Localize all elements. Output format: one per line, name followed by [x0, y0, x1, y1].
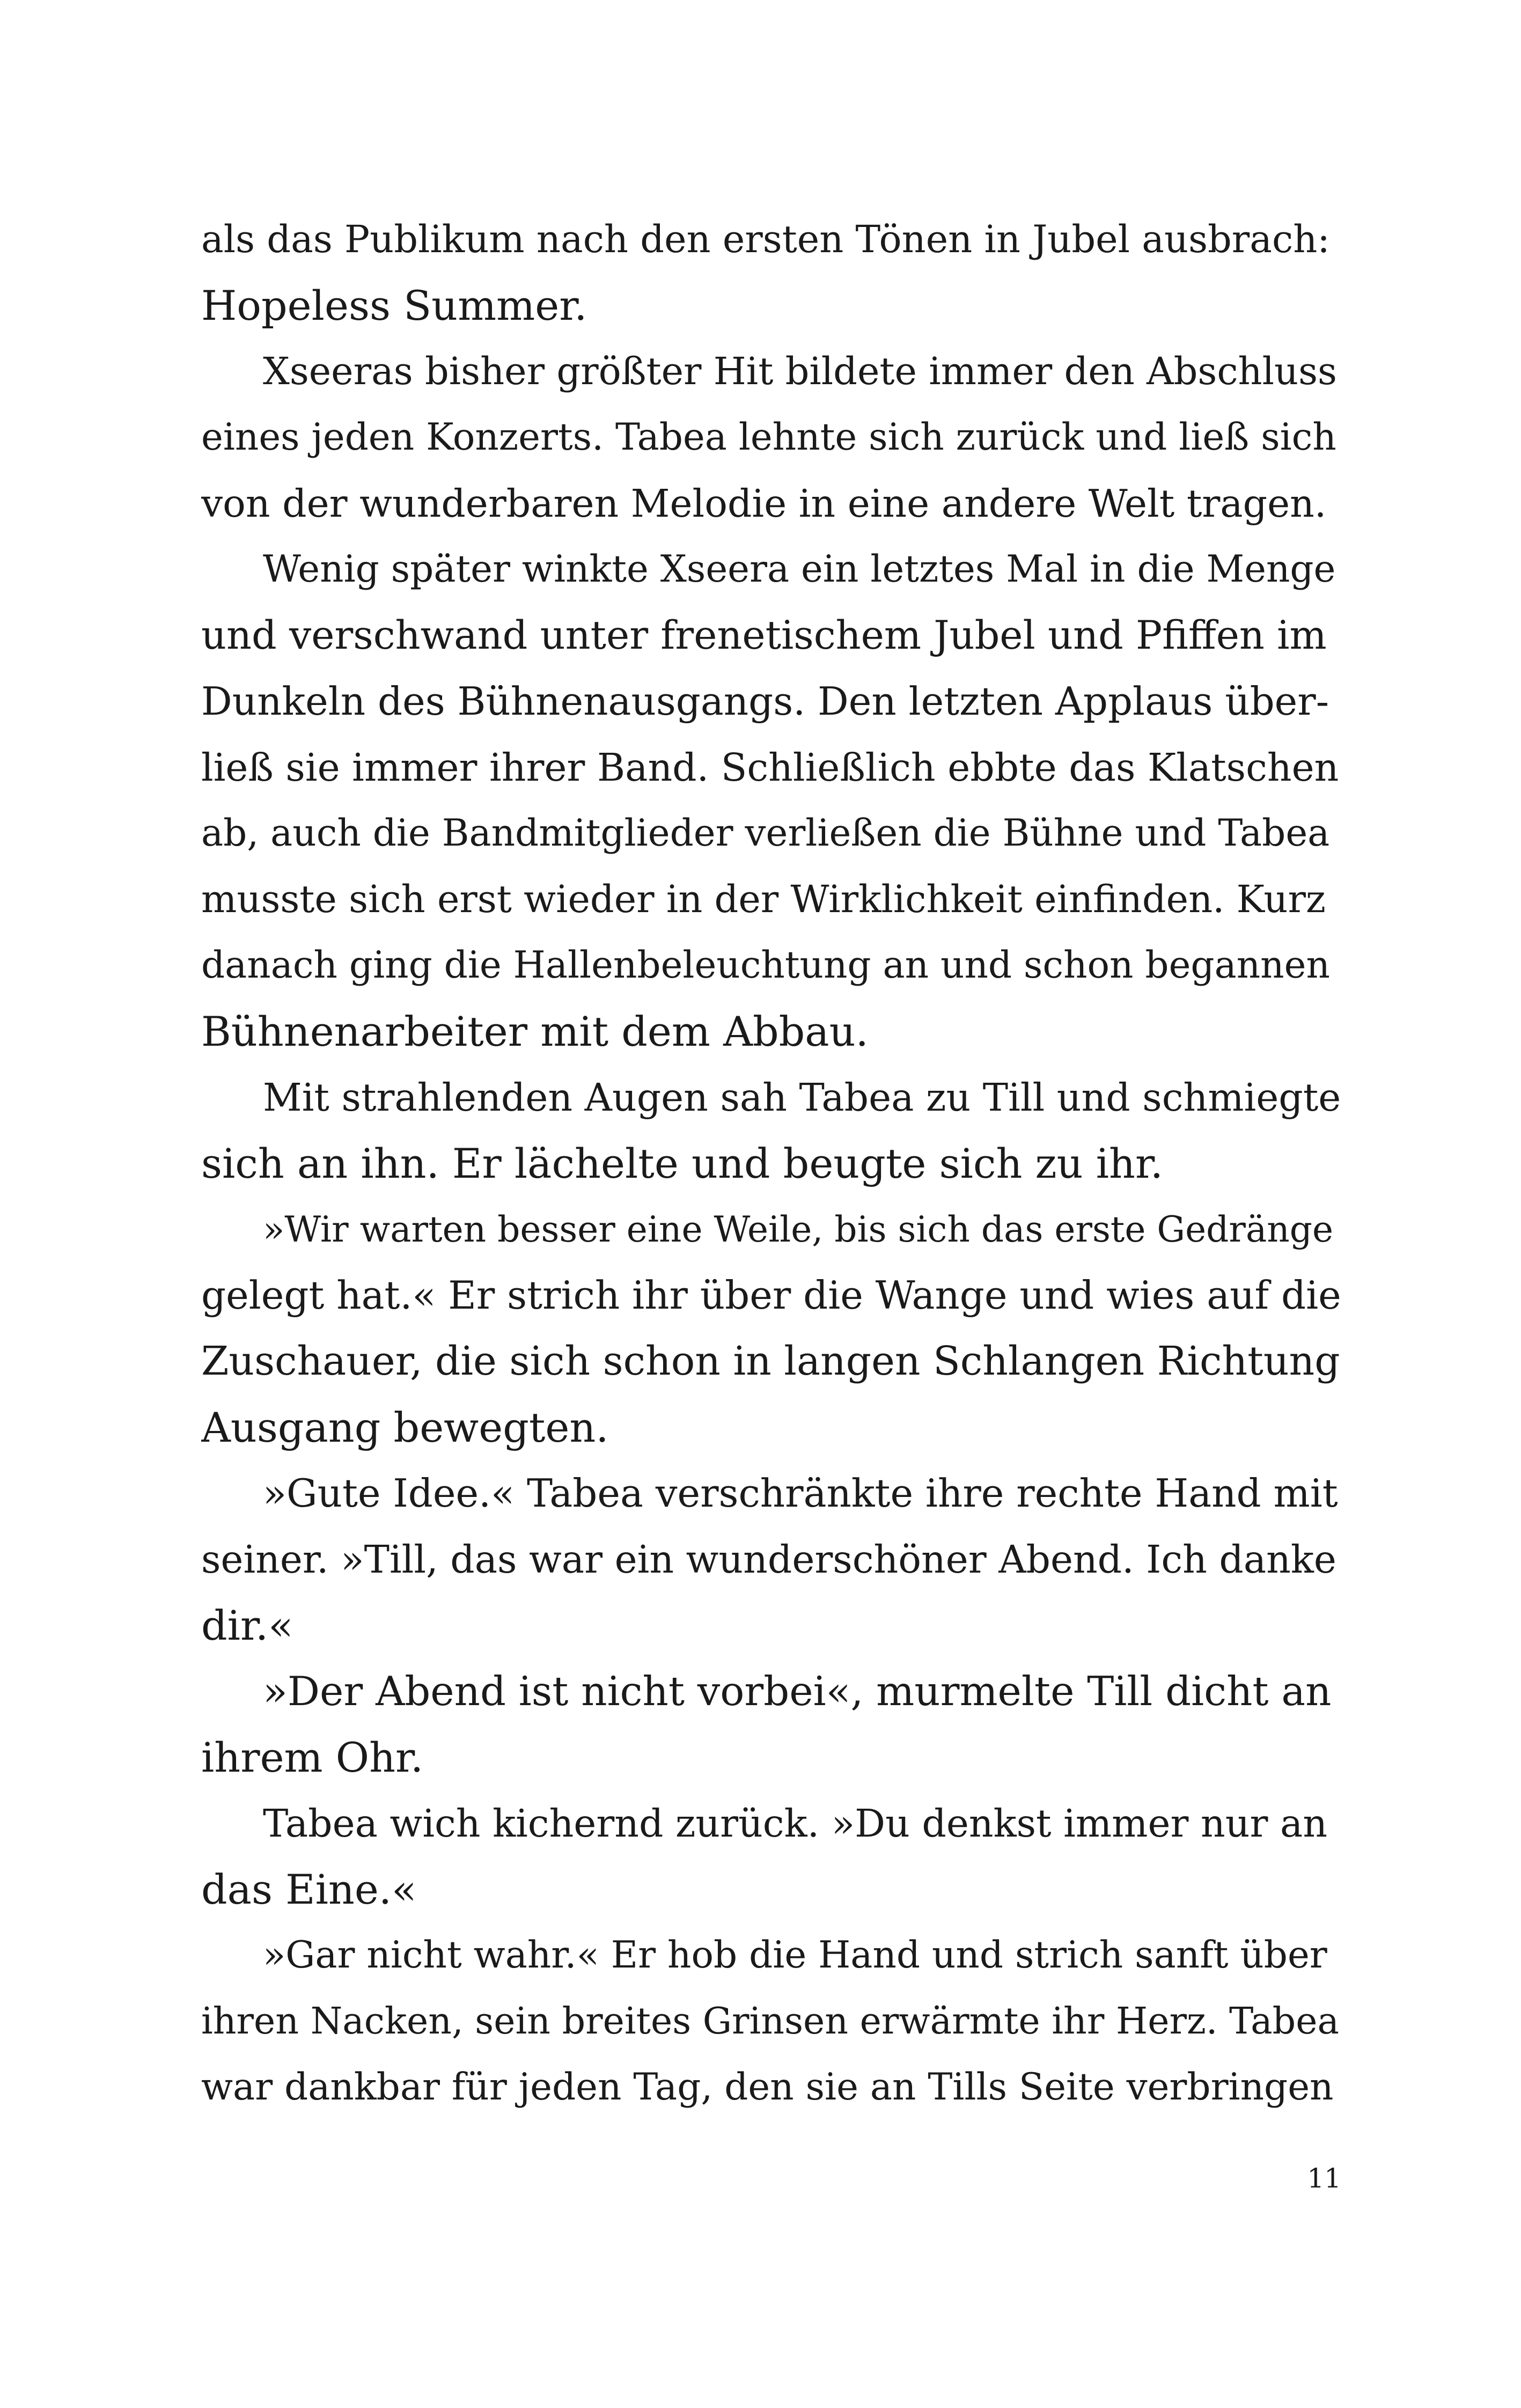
- text-line: Bühnenarbeiter mit dem Abbau.: [201, 1008, 869, 1055]
- text-line: gelegt hat.« Er strich ihr über die Wange und wies auf die: [201, 1273, 1341, 1318]
- text-line: von der wunderbaren Melodie in eine andere Welt tragen.: [201, 481, 1327, 526]
- text-line: als das Publikum nach den ersten Tönen in Jubel ausbrach:: [201, 217, 1330, 261]
- text-line: musste sich erst wieder in der Wirklichkeit einfinden. Kurz: [201, 877, 1326, 921]
- text-line: ihren Nacken, sein breites Grinsen erwärmte ihr Herz. Tabea: [201, 2000, 1339, 2043]
- text-line: sich an ihn. Er lächelte und beugte sich zu ihr.: [201, 1140, 1164, 1187]
- text-line: das Eine.«: [201, 1866, 417, 1913]
- text-line: und verschwand unter frenetischem Jubel und Pfiffen im: [201, 613, 1327, 658]
- paragraph-first-line: Wenig später winkte Xseera ein letztes Mal in die Menge: [263, 548, 1336, 591]
- page-number: 11: [1307, 2163, 1341, 2194]
- text-line: ab, auch die Bandmitglieder verließen die Bühne und Tabea: [201, 812, 1330, 855]
- text-line: war dankbar für jeden Tag, den sie an Tills Seite verbringen: [201, 2066, 1334, 2109]
- paragraph-first-line: »Der Abend ist nicht vorbei«, murmelte Till dicht an: [263, 1668, 1332, 1715]
- text-line: danach ging die Hallenbeleuchtung an und schon begannen: [201, 944, 1330, 987]
- text-line: Dunkeln des Bühnenausgangs. Den letzten Applaus über-: [201, 679, 1329, 724]
- text-line: ließ sie immer ihrer Band. Schließlich ebbte das Klatschen: [201, 745, 1339, 790]
- paragraph-first-line: Tabea wich kichernd zurück. »Du denkst immer nur an: [263, 1801, 1328, 1846]
- text-line: ihrem Ohr.: [201, 1734, 424, 1781]
- paragraph-first-line: Mit strahlenden Augen sah Tabea zu Till und schmiegte: [263, 1075, 1341, 1120]
- body-text: [201, 207, 1341, 2120]
- text-line: Zuschauer, die sich schon in langen Schlangen Richtung: [201, 1338, 1340, 1384]
- paragraph-first-line: »Wir warten besser eine Weile, bis sich das erste Gedränge: [263, 1209, 1334, 1250]
- paragraph-first-line: »Gar nicht wahr.« Er hob die Hand und strich sanft über: [263, 1934, 1327, 1977]
- text-line: eines jeden Konzerts. Tabea lehnte sich zurück und ließ sich: [201, 416, 1336, 459]
- paragraph-first-line: Xseeras bisher größter Hit bildete immer den Abschluss: [263, 349, 1337, 393]
- text-line: Ausgang bewegten.: [201, 1404, 609, 1451]
- text-line: Hopeless Summer.: [201, 282, 587, 329]
- text-line: seiner. »Till, das war ein wunderschöner Abend. Ich danke: [201, 1537, 1336, 1582]
- text-line: dir.«: [201, 1602, 293, 1649]
- paragraph-first-line: »Gute Idee.« Tabea verschränkte ihre rechte Hand mit: [263, 1471, 1338, 1516]
